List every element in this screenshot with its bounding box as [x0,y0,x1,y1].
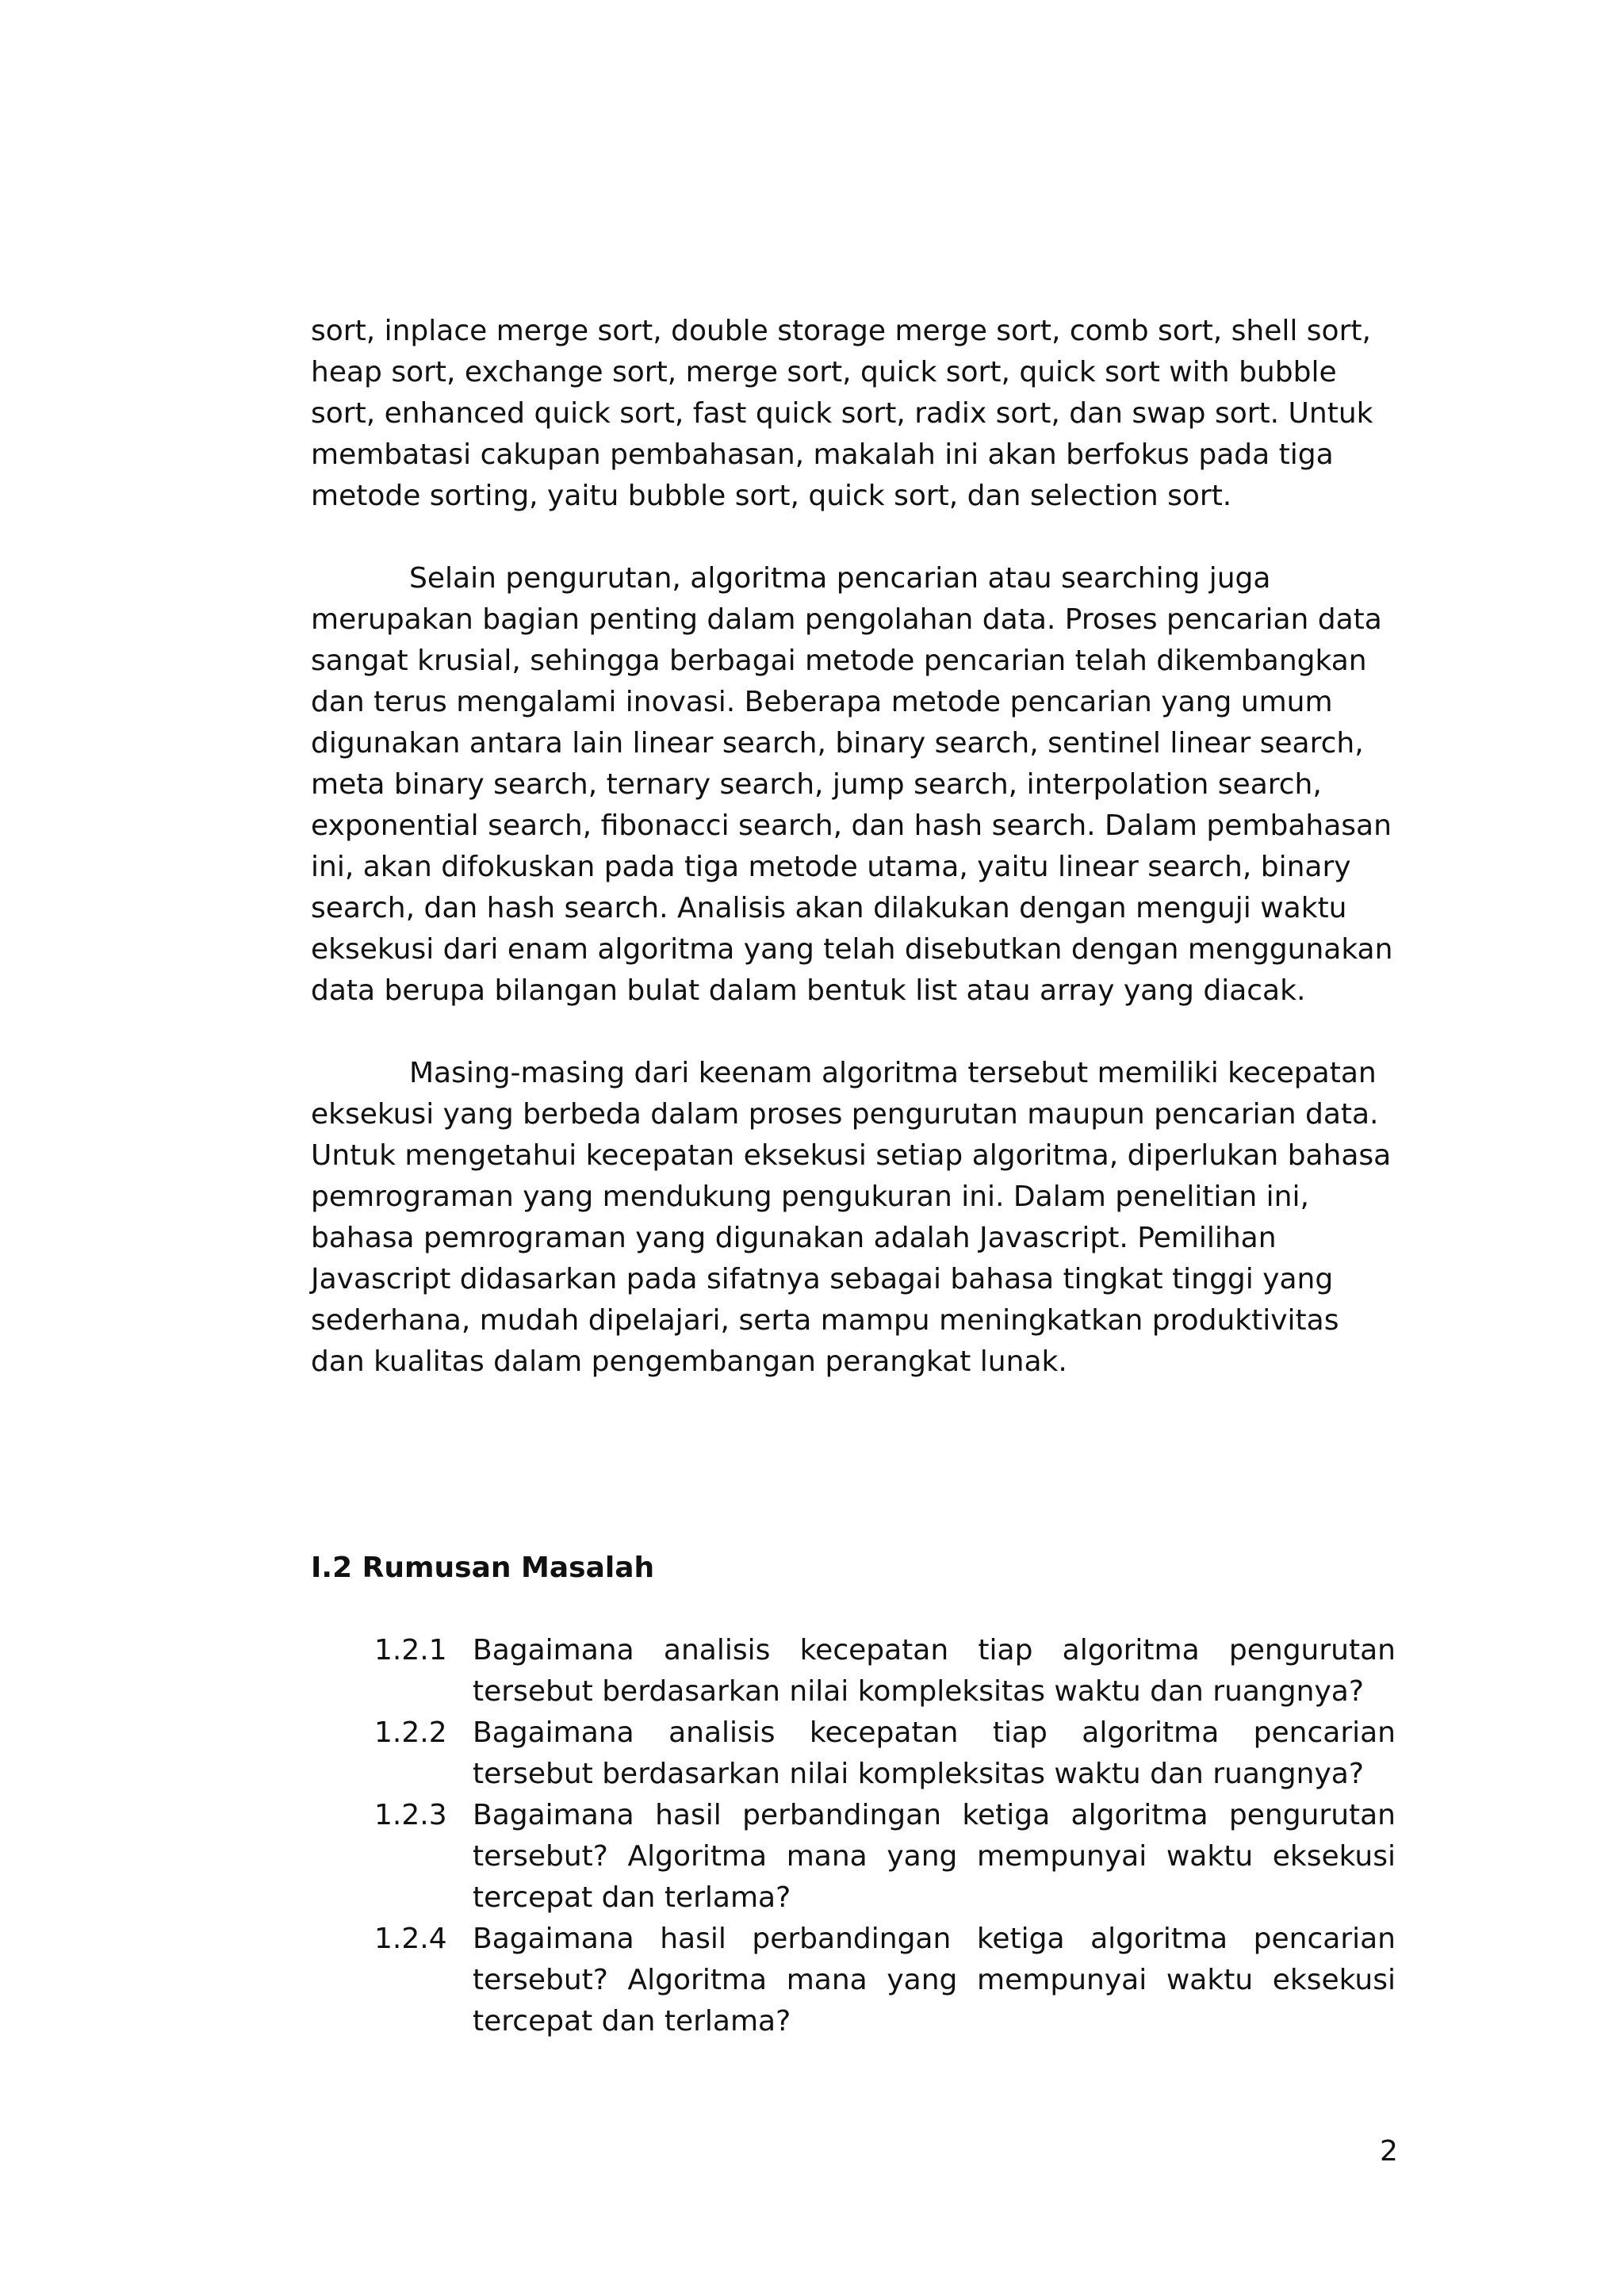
list-item-text: Bagaimana analisis kecepatan tiap algoritma pengurutan tersebut berdasarkan nilai kompleksitas waktu dan ruangnya? [473,1634,1396,1708]
paragraph-sorting-methods: sort, inplace merge sort, double storage merge sort, comb sort, shell sort, heap sort, exchange sort, merge sort, quick sort, quick sort with bubble sort, enhanced quick sort, fast quick sort, radix sort, dan swap sort. Untuk membatasi cakupan pembahasan, makalah ini akan berfokus pada tiga metode sorting, yaitu bubble sort, quick sort, dan selection sort. [311,315,1373,512]
list-item [374,1795,1396,1919]
page-number: 2 [1380,2135,1398,2168]
list-item-text: Bagaimana analisis kecepatan tiap algoritma pencarian tersebut berdasarkan nilai kompleksitas waktu dan ruangnya? [473,1716,1396,1790]
page-content [311,311,1396,2042]
list-item-number: 1.2.2 [374,1716,447,1749]
list-item [374,1919,1396,2042]
list-item-number: 1.2.4 [374,1923,447,1955]
list-item-number: 1.2.3 [374,1799,447,1831]
paragraph-gap [311,1012,1396,1053]
list-item [374,1630,1396,1712]
list-item-text: Bagaimana hasil perbandingan ketiga algoritma pengurutan tersebut? Algoritma mana yang mempunyai waktu eksekusi tercepat dan terlama? [473,1799,1396,1914]
section-heading: I.2 Rumusan Masalah [311,1552,655,1584]
list-item-number: 1.2.1 [374,1634,447,1667]
paragraph-javascript: Masing-masing dari keenam algoritma tersebut memiliki kecepatan eksekusi yang berbeda dalam proses pengurutan maupun pencarian data. Untuk mengetahui kecepatan eksekusi setiap algoritma, diperlukan bahasa pemrograman yang mendukung pengukuran ini. Dalam penelitian ini, bahasa pemrograman yang digunakan adalah Javascript. Pemilihan Javascript didasarkan pada sifatnya sebagai bahasa tingkat tinggi yang sederhana, mudah dipelajari, serta mampu meningkatkan produktivitas dan kualitas dalam pengembangan perangkat lunak. [311,1057,1392,1378]
list-item-text: Bagaimana hasil perbandingan ketiga algoritma pencarian tersebut? Algoritma mana yang mempunyai waktu eksekusi tercepat dan terlama? [473,1923,1396,2038]
paragraph-gap [311,517,1396,558]
paragraph-searching-methods: Selain pengurutan, algoritma pencarian atau searching juga merupakan bagian penting dalam pengolahan data. Proses pencarian data sangat krusial, sehingga berbagai metode pencarian telah dikembangkan dan terus mengalami inovasi. Beberapa metode pencarian yang umum digunakan antara lain linear search, binary search, sentinel linear search, meta binary search, ternary search, jump search, interpolation search, exponential search, fibonacci search, dan hash search. Dalam pembahasan ini, akan difokuskan pada tiga metode utama, yaitu linear search, binary search, dan hash search. Analisis akan dilakukan dengan menguji waktu eksekusi dari enam algoritma yang telah disebutkan dengan menggunakan data berupa bilangan bulat dalam bentuk list atau array yang diacak. [311,562,1393,1007]
section-gap [311,1383,1396,1548]
problem-list [374,1630,1396,2042]
list-item [374,1712,1396,1795]
